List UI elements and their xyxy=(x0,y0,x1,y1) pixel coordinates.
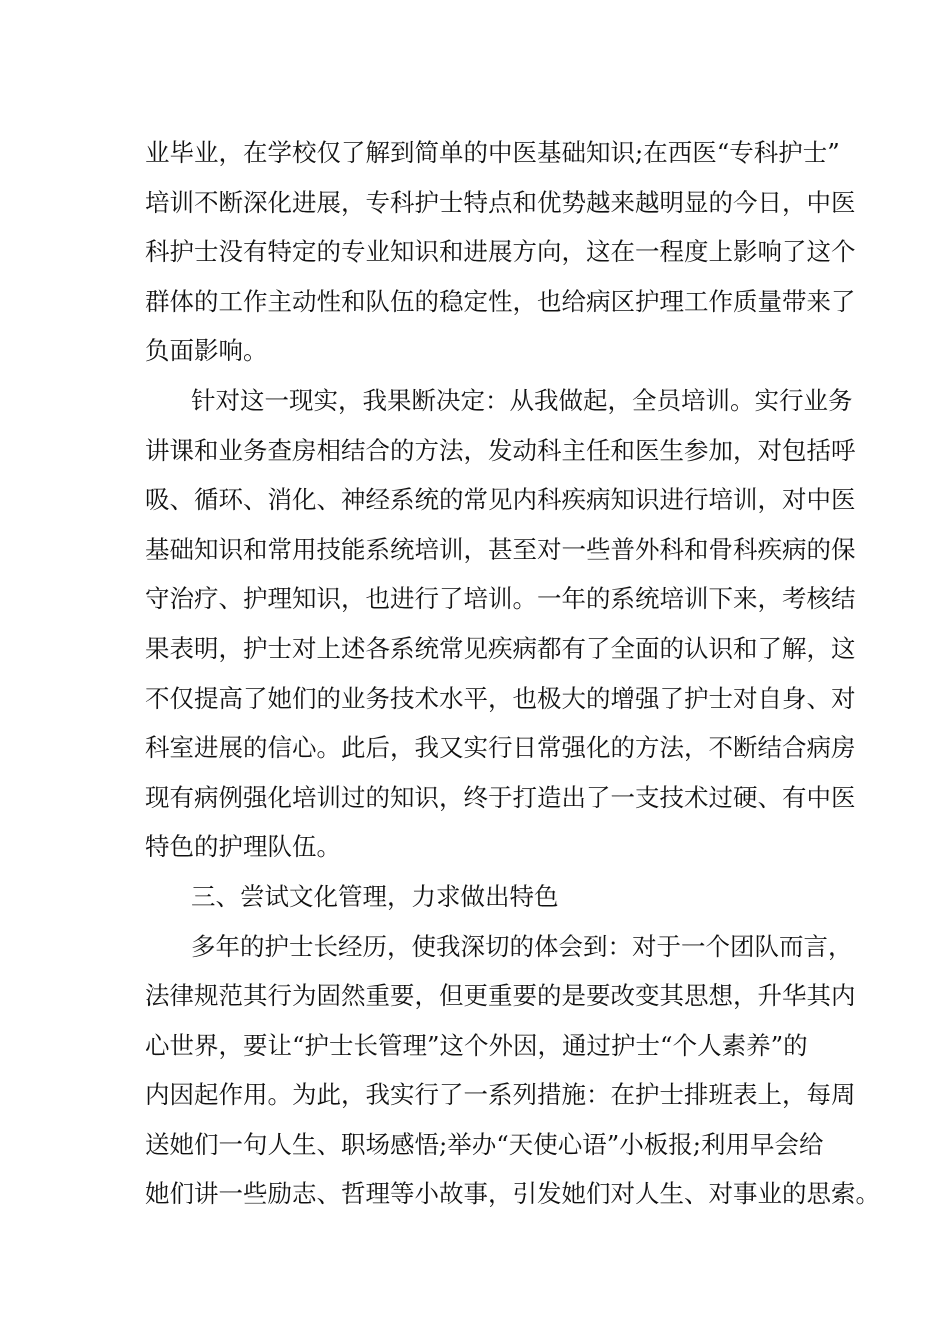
text-line: 心世界，要让“护士长管理”这个外因，通过护士“个人素养”的 xyxy=(145,1030,808,1060)
text-line: 业毕业，在学校仅了解到简单的中医基础知识;在西医“专科护士” xyxy=(145,138,840,167)
text-line: 负面影响。 xyxy=(145,336,268,366)
text-line: 讲课和业务查房相结合的方法，发动科主任和医生参加，对包括呼 xyxy=(145,435,856,465)
paragraph xyxy=(145,922,880,1220)
document-body xyxy=(145,128,880,1219)
text-line: 果表明，护士对上述各系统常见疾病都有了全面的认识和了解，这 xyxy=(145,633,856,663)
text-line: 吸、循环、消化、神经系统的常见内科疾病知识进行培训，对中医 xyxy=(145,485,856,515)
text-line: 送她们一句人生、职场感悟;举办“天使心语”小板报;利用早会给 xyxy=(145,1129,824,1159)
section-heading xyxy=(145,872,835,922)
text-line: 内因起作用。为此，我实行了一系列措施：在护士排班表上，每周 xyxy=(145,1080,856,1110)
text-line: 不仅提高了她们的业务技术水平，也极大的增强了护士对自身、对 xyxy=(145,683,856,713)
text-line: 培训不断深化进展，专科护士特点和优势越来越明显的今日，中医 xyxy=(145,187,856,217)
text-line: 科室进展的信心。此后，我又实行日常强化的方法，不断结合病房 xyxy=(145,733,856,763)
heading-line: 三、尝试文化管理，力求做出特色 xyxy=(191,881,559,911)
text-line: 群体的工作主动性和队伍的稳定性，也给病区护理工作质量带来了 xyxy=(145,286,856,316)
text-line: 她们讲一些励志、哲理等小故事，引发她们对人生、对事业的思索。 xyxy=(145,1179,880,1209)
paragraph xyxy=(145,376,856,872)
text-line: 守治疗、护理知识，也进行了培训。一年的系统培训下来，考核结 xyxy=(145,584,856,614)
text-line: 针对这一现实，我果断决定：从我做起，全员培训。实行业务 xyxy=(191,385,853,415)
text-line: 基础知识和常用技能系统培训，甚至对一些普外科和骨科疾病的保 xyxy=(145,534,856,564)
text-line: 特色的护理队伍。 xyxy=(145,832,341,862)
paragraph xyxy=(145,128,856,376)
text-line: 法律规范其行为固然重要，但更重要的是要改变其思想，升华其内 xyxy=(145,981,856,1011)
text-line: 现有病例强化培训过的知识，终于打造出了一支技术过硬、有中医 xyxy=(145,782,856,812)
text-line: 科护士没有特定的专业知识和进展方向，这在一程度上影响了这个 xyxy=(145,237,856,267)
text-line: 多年的护士长经历，使我深切的体会到：对于一个团队而言， xyxy=(191,931,853,961)
